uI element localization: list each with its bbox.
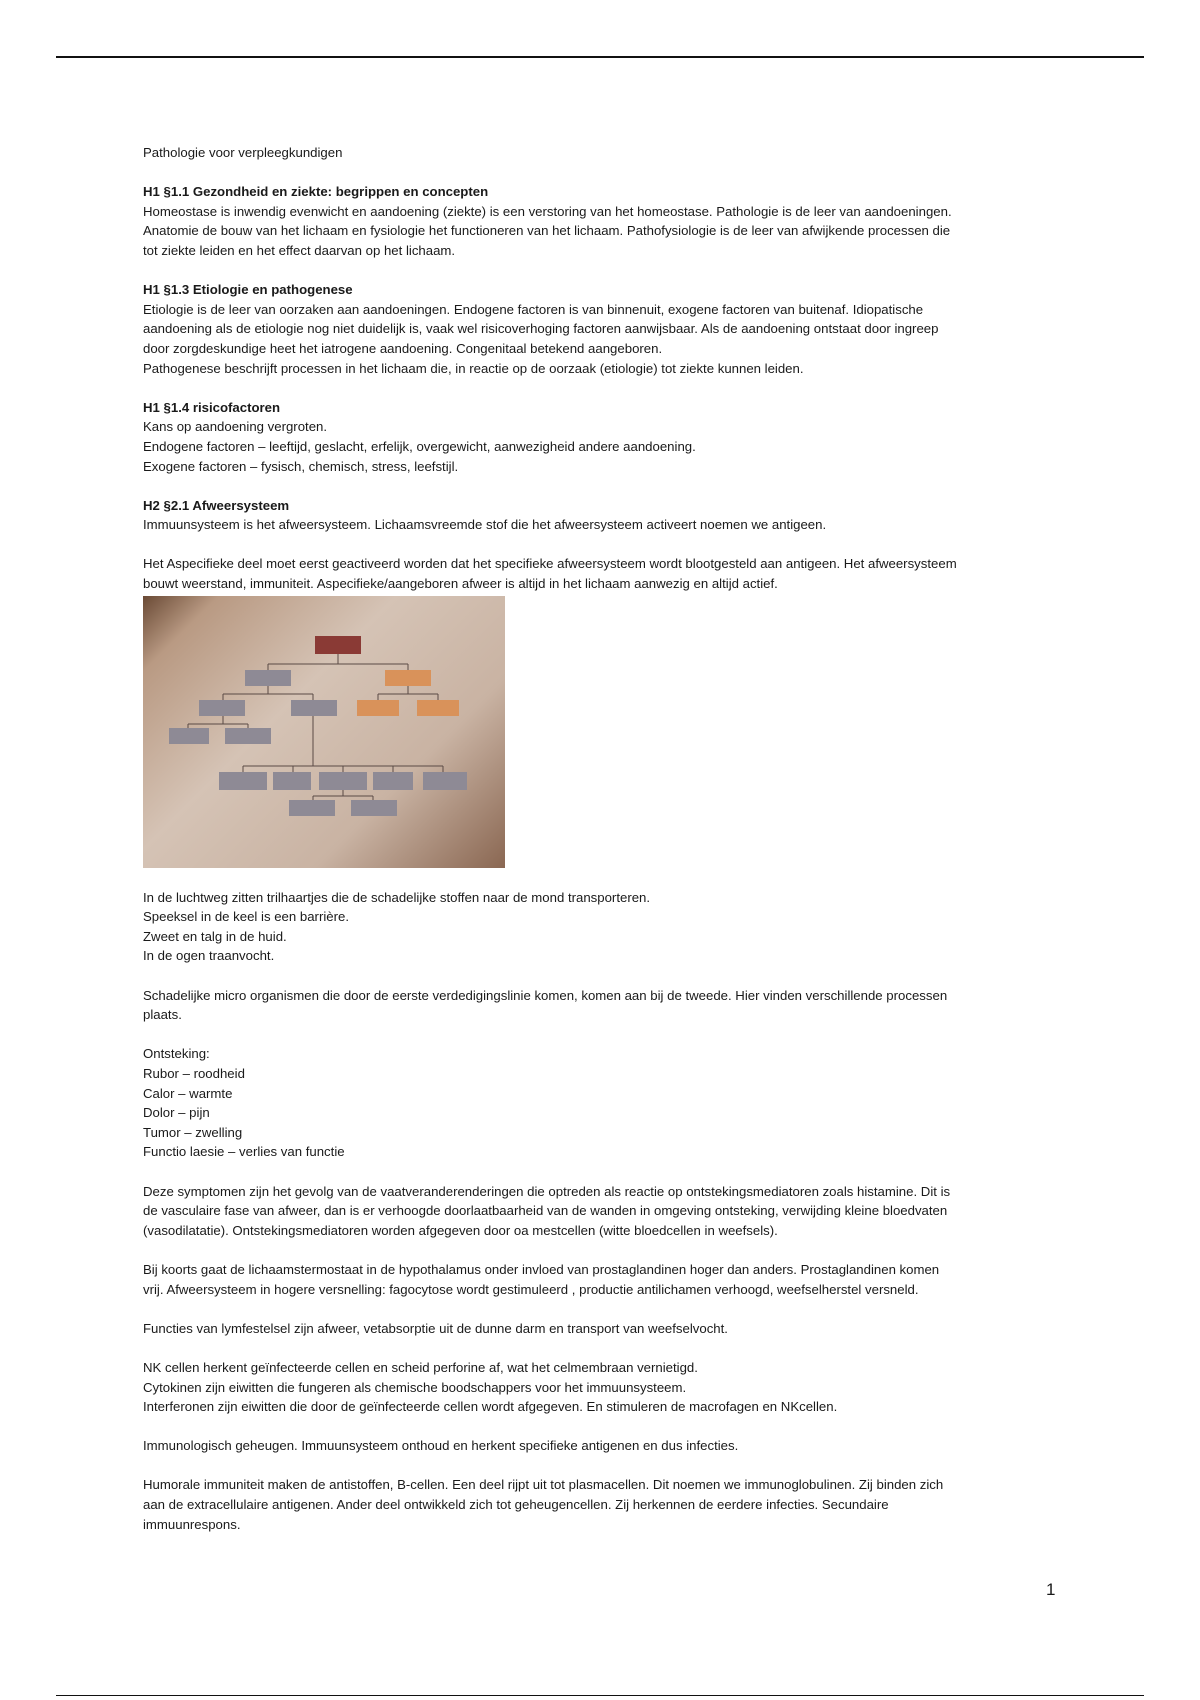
paragraph-line: immuunrespons. [143, 1516, 241, 1532]
document-title: Pathologie voor verpleegkundigen [143, 145, 343, 160]
paragraph-line: Rubor – roodheid [143, 1066, 245, 1081]
paragraph [143, 986, 1063, 1025]
paragraph-line: vrij. Afweersysteem in hogere versnelling: fagocytose wordt gestimuleerd , productie antilichamen verhoogd, weefselherstel versneld. [143, 1281, 919, 1297]
paragraph-line: plaats. [143, 1007, 182, 1023]
paragraph-line: Calor – warmte [143, 1085, 233, 1101]
diagram-box [423, 772, 467, 790]
diagram-box [225, 728, 271, 744]
section-text-line: Etiologie is de leer van oorzaken aan aandoeningen. Endogene factoren is van binnenuit, exogene factoren van buitenaf. Idiopatische [143, 301, 924, 317]
paragraph [143, 1436, 1063, 1456]
diagram-box [291, 700, 337, 716]
paragraph-line: Ontsteking: [143, 1046, 210, 1062]
section-text-line: Immuunsysteem is het afweersysteem. Lichaamsvreemde stof die het afweersysteem activeert noemen we antigeen. [143, 517, 827, 533]
section-heading: H2 §2.1 Afweersysteem [143, 497, 290, 513]
diagram-box [373, 772, 413, 790]
paragraph-line: NK cellen herkent geïnfecteerde cellen en scheid perforine af, wat het celmembraan vernietigd. [143, 1359, 698, 1375]
paragraph-aspecifiek [143, 554, 1063, 593]
paragraph-line: Functio laesie – verlies van functie [143, 1144, 345, 1160]
section-text-line: tot ziekte leiden en het effect daarvan op het lichaam. [143, 242, 456, 258]
paragraph-line: In de luchtweg zitten trilhaartjes die de schadelijke stoffen naar de mond transporteren. [143, 889, 651, 905]
paragraph-line: de vasculaire fase van afweer, dan is er verhoogde doorlaatbaarheid van de wanden in omgeving ontsteking, verwijding kleine bloedvaten [143, 1203, 948, 1219]
diagram-box [417, 700, 459, 716]
section-text-line: Exogene factoren – fysisch, chemisch, stress, leefstijl. [143, 458, 459, 474]
section-heading: H1 §1.1 Gezondheid en ziekte: begrippen en concepten [143, 184, 489, 200]
diagram-box [273, 772, 311, 790]
paragraph [143, 1475, 1063, 1534]
document-body [143, 143, 1063, 1554]
diagram-box [169, 728, 209, 744]
paragraph-line: (vasodilatatie). Ontstekingsmediatoren worden afgegeven door oa mestcellen (witte bloedcellen in weefsels). [143, 1222, 778, 1238]
paragraph-line: Deze symptomen zijn het gevolg van de vaatveranderenderingen die optreden als reactie op ontstekingsmediatoren zoals histamine. Dit is [143, 1183, 951, 1199]
paragraph [143, 1260, 1063, 1299]
sections [143, 182, 1063, 535]
section-text-line: aandoening als de etiologie nog niet duidelijk is, vaak wel risicoverhoging factoren aanwijsbaar. Als de aandoening ontstaat door ingreep [143, 321, 939, 337]
section-text-line: Endogene factoren – leeftijd, geslacht, erfelijk, overgewicht, aanwezigheid andere aandoening. [143, 438, 696, 454]
diagram-box [245, 670, 291, 686]
paragraph-line: Immunologisch geheugen. Immuunsysteem onthoud en herkent specifieke antigenen en dus infecties. [143, 1438, 739, 1454]
diagram-box [289, 800, 335, 816]
paragraph [143, 1319, 1063, 1339]
paragraph-line: Zweet en talg in de huid. [143, 928, 287, 944]
section-text-line: door zorgdeskundige heet het iatrogene aandoening. Congenitaal betekend aangeboren. [143, 340, 663, 356]
paragraph-line: Speeksel in de keel is een barrière. [143, 909, 349, 925]
paragraph-line: Humorale immuniteit maken de antistoffen, B-cellen. Een deel rijpt uit tot plasmacellen. Dit noemen we immunoglobulinen. Zij binden zich [143, 1477, 944, 1493]
paragraph [143, 1358, 1063, 1417]
diagram-box [319, 772, 367, 790]
paragraph-line: In de ogen traanvocht. [143, 948, 275, 964]
paragraph-line: Functies van lymfestelsel zijn afweer, vetabsorptie uit de dunne darm en transport van weefselvocht. [143, 1320, 728, 1336]
page-number: 1 [1046, 1580, 1056, 1599]
footer-rule [56, 1695, 1144, 1696]
paragraph-line: Tumor – zwelling [143, 1124, 243, 1140]
diagram-box-top [315, 636, 361, 654]
afweersysteem-diagram-photo [143, 596, 505, 868]
section-heading: H1 §1.3 Etiologie en pathogenese [143, 282, 353, 298]
section-text-line: Kans op aandoening vergroten. [143, 419, 328, 435]
diagram-box [199, 700, 245, 716]
paragraph [143, 1182, 1063, 1241]
paragraph-line: Bij koorts gaat de lichaamstermostaat in de hypothalamus onder invloed van prostaglandinen hoger dan anders. Prostaglandinen komen [143, 1261, 940, 1277]
section [143, 398, 1063, 476]
paragraph [143, 888, 1063, 966]
diagram-graphic [143, 596, 505, 868]
diagram-box [357, 700, 399, 716]
paragraph-line: Cytokinen zijn eiwitten die fungeren als chemische boodschappers voor het immuunsysteem. [143, 1379, 687, 1395]
diagram-box [385, 670, 431, 686]
section [143, 182, 1063, 260]
diagram-box [219, 772, 267, 790]
section-text-line: Anatomie de bouw van het lichaam en fysiologie het functioneren van het lichaam. Pathofysiologie is de leer van afwijkende processen die [143, 223, 951, 239]
section [143, 496, 1063, 535]
section-text-line: Pathogenese beschrijft processen in het lichaam die, in reactie op de oorzaak (etiologie) tot ziekte kunnen leiden. [143, 360, 804, 376]
paragraph-line: Dolor – pijn [143, 1105, 210, 1121]
section-heading: H1 §1.4 risicofactoren [143, 399, 281, 415]
paragraph-line: aan de extracellulaire antigenen. Ander deel ontwikkeld zich tot geheugencellen. Zij herkennen de eerdere infecties. Secundaire [143, 1497, 889, 1513]
section-text-line: Homeostase is inwendig evenwicht en aandoening (ziekte) is een verstoring van het homeostase. Pathologie is de leer van aandoeningen. [143, 203, 952, 219]
paragraphs-after-figure [143, 888, 1063, 1535]
paragraph-line: bouwt weerstand, immuniteit. Aspecifieke/aangeboren afweer is altijd in het lichaam aanwezig en altijd actief. [143, 576, 778, 592]
header-rule [56, 56, 1144, 58]
paragraph-line: Interferonen zijn eiwitten die door de geïnfecteerde cellen wordt afgegeven. En stimuleren de macrofagen en NKcellen. [143, 1399, 838, 1415]
diagram-box [351, 800, 397, 816]
paragraph [143, 1044, 1063, 1162]
paragraph-line: Schadelijke micro organismen die door de eerste verdedigingslinie komen, komen aan bij de tweede. Hier vinden verschillende processen [143, 987, 948, 1003]
paragraph-line: Het Aspecifieke deel moet eerst geactiveerd worden dat het specifieke afweersysteem wordt blootgesteld aan antigeen. Het afweersysteem [143, 556, 957, 572]
section [143, 280, 1063, 378]
